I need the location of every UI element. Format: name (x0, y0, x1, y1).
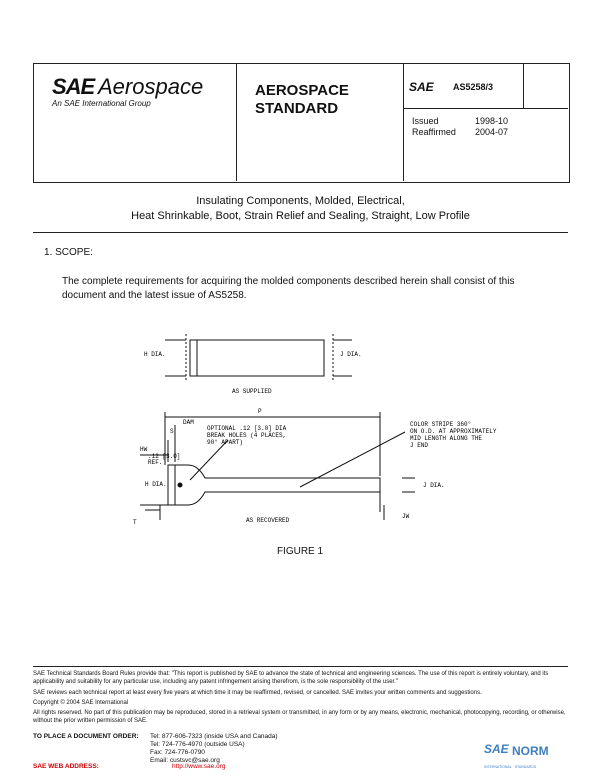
document-number: AS5258/3 (453, 82, 494, 92)
title-line1: Insulating Components, Molded, Electrical, (196, 195, 405, 207)
order-tel-1: Tel: 877-606-7323 (inside USA and Canada) (150, 733, 278, 740)
reaffirmed-value: 2004-07 (475, 127, 509, 137)
watermark-word: NORM (512, 744, 549, 758)
web-label: SAE WEB ADDRESS: (33, 763, 99, 770)
supplied-j-dia: J DIA. (340, 351, 362, 358)
footer-divider (33, 666, 568, 667)
watermark-brand: SAE (484, 742, 509, 756)
hw-label: HW (140, 446, 148, 453)
standard-title-line2: STANDARD (255, 100, 339, 117)
order-tel-2: Tel: 724-776-4970 (outside USA) (150, 741, 245, 748)
jw-label: JW (402, 513, 410, 520)
sae-mark: SAE (409, 80, 434, 94)
p-label: P (258, 408, 262, 415)
optional-note-3: 90° APART) (207, 439, 244, 446)
reaffirmed-label: Reaffirmed (412, 127, 456, 137)
footer-review: SAE reviews each technical report at least every five years at which time it may be reaffirmed, revised, or cancelled. SAE invites your written comments and suggestions. (33, 690, 482, 696)
color-note-3: MID LENGTH ALONG THE (410, 435, 483, 442)
figure-caption: FIGURE 1 (276, 546, 324, 557)
scope-heading: 1. SCOPE: (44, 247, 93, 258)
break-hole (178, 483, 182, 487)
color-note-2: ON O.D. AT APPROXIMATELY (410, 428, 497, 435)
title-line2: Heat Shrinkable, Boot, Strain Relief and Sealing, Straight, Low Profile (131, 210, 470, 222)
issued-value: 1998-10 (475, 116, 509, 126)
sae-logo: SAE (52, 74, 95, 99)
issued-label: Issued (412, 116, 439, 126)
watermark-sub: INTERNATIONAL · STANDARDS (484, 765, 537, 769)
scope-paragraph: The complete requirements for acquiring the molded components described herein shall consist of this document and the latest issue of AS5258. (62, 276, 515, 301)
recovered-h-dia: H DIA. (145, 481, 167, 488)
footer-rules: SAE Technical Standards Board Rules provide that: "This report is published by SAE to advance the state of technical and engineering sciences. The use of this report is entirely voluntary, and its applicability and suitability for any particular use, including any patent infringement arising therefrom, is the sole responsibility of the user." (33, 671, 549, 685)
optional-note-2: BREAK HOLES (4 PLACES, (207, 432, 287, 439)
aerospace-logo-word: Aerospace (98, 74, 204, 99)
footer-copyright: Copyright © 2004 SAE International (33, 700, 129, 706)
order-label: TO PLACE A DOCUMENT ORDER: (33, 733, 139, 740)
supplied-h-dia: H DIA. (144, 351, 166, 358)
footer-rights: All rights reserved. No part of this publication may be reproduced, stored in a retrieval system or transmitted, in any form or by any means, electronic, mechanical, photocopying, recording, or otherwise, without the prior written permission of SAE. (33, 710, 566, 724)
supplied-label: AS SUPPLIED (232, 388, 272, 395)
color-note-4: J END (410, 442, 429, 449)
recovered-j-dia: J DIA. (423, 482, 445, 489)
s-label: S (170, 428, 174, 435)
standard-title-line1: AEROSPACE (255, 82, 349, 99)
ref-label: REF. (148, 459, 163, 466)
order-contacts (150, 733, 278, 765)
recovered-label: AS RECOVERED (246, 517, 290, 524)
color-note-1: COLOR STRIPE 360° (410, 421, 472, 428)
logo-subtitle: An SAE International Group (52, 99, 151, 108)
t-label: T (133, 519, 137, 526)
order-fax: Fax: 724-776-0790 (150, 749, 205, 756)
order-email[interactable]: Email: custsvc@sae.org (150, 757, 220, 764)
recovered-boot (168, 465, 380, 505)
ref-dim: .12 [3.0] (148, 453, 181, 460)
dam-label: DAM (183, 419, 194, 426)
optional-note-1: OPTIONAL .12 [3.0] DIA (207, 425, 287, 432)
supplied-tube (190, 340, 324, 376)
web-link[interactable]: http://www.sae.org (172, 763, 226, 770)
